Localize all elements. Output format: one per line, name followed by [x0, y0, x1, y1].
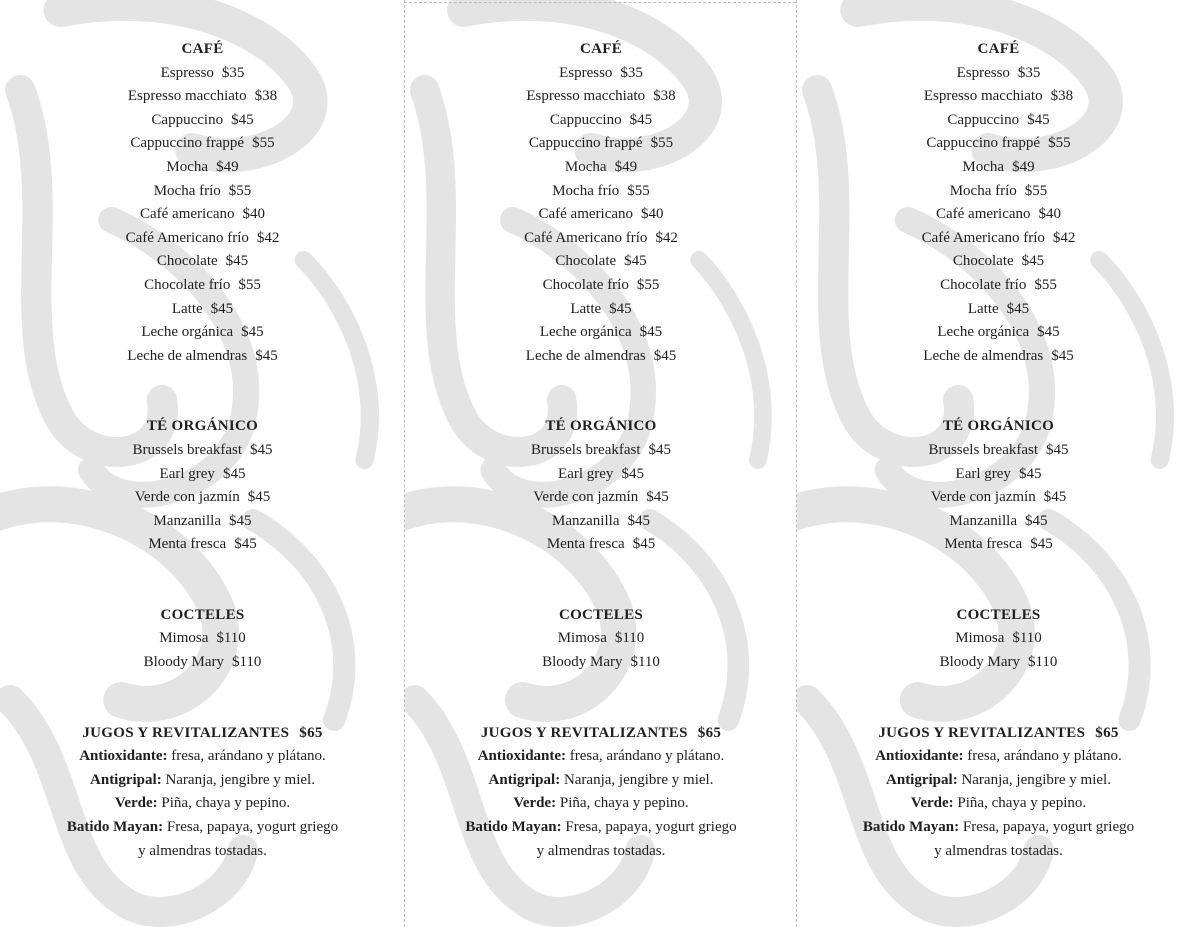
item-price: $45	[241, 324, 264, 341]
menu-item	[405, 510, 797, 534]
item-price: $110	[1012, 630, 1042, 647]
menu-item	[797, 109, 1200, 133]
item-name: Mocha	[564, 158, 607, 175]
juice-label: Antigripal:	[488, 771, 561, 788]
menu-item	[0, 250, 405, 274]
item-price: $42	[1052, 229, 1076, 246]
item-name: Menta fresca	[944, 536, 1023, 553]
menu-item	[405, 298, 797, 322]
item-name: Bloody Mary	[939, 654, 1020, 671]
item-price: $45	[609, 300, 632, 317]
section-heading: CAFÉ	[977, 41, 1020, 57]
item-price: $45	[1030, 536, 1053, 553]
heading-price: $65	[299, 724, 323, 741]
section-jugos	[0, 722, 405, 864]
item-price: $110	[231, 654, 262, 671]
heading-label: JUGOS Y REVITALIZANTES	[480, 724, 688, 741]
item-name: Cappuccino frappé	[926, 135, 1041, 152]
item-price: $45	[1051, 347, 1074, 364]
item-price: $110	[630, 654, 660, 671]
item-price: $55	[636, 276, 660, 293]
item-price: $110	[1027, 654, 1058, 671]
item-price: $55	[650, 135, 674, 152]
menu-item	[797, 439, 1200, 463]
item-price: $45	[646, 489, 669, 506]
juice-description: Naranja, jengibre y miel.	[961, 771, 1111, 788]
item-price: $110	[216, 630, 246, 647]
item-name: Chocolate	[156, 253, 218, 270]
section-heading: TÉ ORGÁNICO	[942, 418, 1055, 435]
item-name: Chocolate frío	[940, 276, 1027, 293]
section-cafe	[797, 38, 1200, 368]
fold-line-top	[404, 2, 796, 3]
item-price: $35	[620, 64, 643, 81]
section-heading: COCTELES	[160, 606, 245, 623]
item-name: Menta fresca	[148, 536, 227, 553]
item-price: $45	[255, 347, 278, 364]
juice-label: Verde:	[513, 795, 557, 812]
section-heading: TÉ ORGÁNICO	[545, 418, 657, 435]
item-price: $45	[1043, 489, 1067, 506]
menu-item	[405, 109, 797, 133]
item-name: Earl grey	[159, 465, 215, 482]
item-price: $55	[252, 135, 275, 152]
juice-item	[405, 792, 797, 816]
item-name: Mimosa	[955, 630, 1005, 647]
item-price: $45	[648, 441, 672, 458]
menu-item	[0, 533, 405, 557]
item-name: Chocolate frío	[144, 276, 231, 293]
menu-item	[405, 85, 797, 109]
menu-item	[797, 510, 1200, 534]
section-cocteles	[405, 604, 797, 675]
section-cocteles	[0, 604, 405, 675]
menu-item	[405, 62, 797, 86]
menu-item	[0, 274, 405, 298]
item-price: $45	[1027, 111, 1050, 128]
juice-description: fresa, arándano y plátano.	[967, 748, 1122, 765]
menu-item	[405, 533, 797, 557]
item-name: Espresso macchiato	[526, 88, 646, 105]
menu-item	[0, 180, 405, 204]
item-price: $40	[1038, 206, 1062, 223]
juice-label: Batido Mayan:	[465, 819, 562, 836]
item-price: $45	[1006, 300, 1030, 317]
item-price: $35	[1017, 64, 1041, 81]
menu-item	[797, 132, 1200, 156]
menu-item	[0, 463, 405, 487]
item-price: $45	[624, 253, 647, 270]
heading-price: $65	[697, 724, 722, 741]
menu-item	[0, 321, 405, 345]
item-name: Manzanilla	[552, 512, 620, 529]
menu-item	[405, 250, 797, 274]
item-price: $40	[242, 206, 266, 223]
menu-item	[797, 227, 1200, 251]
section-cocteles	[797, 604, 1200, 675]
item-price: $38	[653, 88, 676, 105]
menu-item	[0, 203, 405, 227]
section-heading: TÉ ORGÁNICO	[146, 418, 259, 435]
item-price: $110	[614, 630, 645, 647]
menu-item	[797, 156, 1200, 180]
menu-item	[405, 627, 797, 651]
menu-item	[797, 533, 1200, 557]
item-price: $45	[247, 489, 271, 506]
menu-item	[797, 486, 1200, 510]
juice-item	[405, 745, 797, 769]
menu-item	[797, 321, 1200, 345]
menu-item	[797, 627, 1200, 651]
menu-item	[405, 439, 797, 463]
item-name: Mimosa	[159, 630, 209, 647]
juice-description: Piña, chaya y pepino.	[161, 795, 291, 812]
menu-item	[0, 132, 405, 156]
section-heading: CAFÉ	[181, 41, 224, 57]
menu-item	[405, 651, 797, 675]
item-name: Manzanilla	[949, 512, 1017, 529]
item-name: Espresso	[160, 64, 214, 81]
item-price: $38	[1050, 88, 1074, 105]
menu-item	[0, 85, 405, 109]
item-price: $45	[627, 512, 650, 529]
item-name: Chocolate	[555, 253, 617, 270]
menu-item	[0, 298, 405, 322]
juice-description: fresa, arándano y plátano.	[569, 748, 725, 765]
item-price: $42	[256, 229, 280, 246]
section-te-organico	[0, 415, 405, 557]
section-te-organico	[405, 415, 797, 557]
item-price: $42	[655, 229, 678, 246]
menu-item	[405, 203, 797, 227]
item-name: Verde con jazmín	[533, 489, 639, 506]
item-price: $45	[225, 253, 249, 270]
item-price: $45	[632, 536, 656, 553]
juice-item	[797, 745, 1200, 769]
item-name: Latte	[570, 300, 602, 317]
juice-description: Piña, chaya y pepino.	[957, 795, 1087, 812]
item-name: Cappuccino	[549, 111, 622, 128]
menu-item	[405, 345, 797, 369]
item-name: Mocha frío	[949, 182, 1017, 199]
item-name: Mimosa	[557, 630, 607, 647]
item-name: Espresso macchiato	[923, 88, 1043, 105]
item-price: $45	[639, 324, 663, 341]
item-name: Cappuccino	[947, 111, 1020, 128]
menu-item	[0, 62, 405, 86]
item-name: Brussels breakfast	[530, 441, 641, 458]
section-cafe	[0, 38, 405, 368]
menu-item	[405, 274, 797, 298]
item-price: $55	[238, 276, 261, 293]
juice-label: Verde:	[114, 795, 158, 812]
item-name: Cappuccino	[151, 111, 224, 128]
menu-item	[0, 227, 405, 251]
item-name: Chocolate	[952, 253, 1014, 270]
menu-panel-center	[405, 0, 797, 927]
menu-content	[797, 38, 1200, 863]
item-price: $45	[653, 347, 677, 364]
item-name: Chocolate frío	[542, 276, 629, 293]
item-price: $45	[250, 441, 273, 458]
item-name: Mocha	[166, 158, 209, 175]
menu-item	[405, 486, 797, 510]
juice-item	[405, 816, 797, 840]
item-price: $49	[1012, 158, 1035, 175]
menu-content	[0, 38, 405, 863]
item-name: Leche orgánica	[539, 324, 632, 341]
item-name: Menta fresca	[546, 536, 625, 553]
menu-item	[405, 132, 797, 156]
juice-item	[797, 816, 1200, 840]
menu-item	[797, 85, 1200, 109]
menu-item	[405, 156, 797, 180]
section-heading: COCTELES	[956, 606, 1041, 623]
item-name: Latte	[171, 300, 203, 317]
item-price: $49	[216, 158, 239, 175]
juice-description: Naranja, jengibre y miel.	[165, 771, 315, 788]
section-heading	[405, 722, 797, 746]
juice-item	[797, 792, 1200, 816]
menu-item	[0, 651, 405, 675]
item-name: Cappuccino frappé	[130, 135, 245, 152]
menu-item	[0, 627, 405, 651]
item-price: $45	[222, 465, 246, 482]
item-price: $45	[1021, 253, 1045, 270]
item-price: $55	[228, 182, 252, 199]
section-heading	[797, 722, 1200, 746]
item-name: Leche de almendras	[127, 347, 248, 364]
item-price: $55	[627, 182, 650, 199]
section-heading: COCTELES	[558, 606, 644, 623]
item-price: $45	[234, 536, 257, 553]
item-name: Mocha frío	[153, 182, 221, 199]
item-name: Espresso	[559, 64, 613, 81]
item-name: Leche de almendras	[525, 347, 646, 364]
juice-item	[797, 769, 1200, 793]
juice-label: Antioxidante:	[477, 748, 567, 765]
item-price: $45	[1024, 512, 1048, 529]
item-name: Mocha	[962, 158, 1005, 175]
item-name: Leche orgánica	[141, 324, 234, 341]
item-price: $35	[221, 64, 245, 81]
menu-panel-right	[797, 0, 1200, 927]
item-price: $45	[210, 300, 234, 317]
juice-continuation: y almendras tostadas.	[934, 842, 1063, 859]
menu-item	[0, 439, 405, 463]
item-price: $55	[1048, 135, 1071, 152]
item-price: $45	[621, 465, 644, 482]
menu-item	[0, 156, 405, 180]
menu-item	[405, 463, 797, 487]
item-name: Café americano	[139, 206, 235, 223]
item-name: Espresso	[956, 64, 1010, 81]
item-price: $38	[254, 88, 278, 105]
menu-item	[405, 227, 797, 251]
juice-label: Batido Mayan:	[862, 819, 960, 836]
menu-panel-left	[0, 0, 405, 927]
item-name: Café Americano frío	[125, 229, 249, 246]
heading-label: JUGOS Y REVITALIZANTES	[82, 724, 290, 741]
section-heading	[0, 722, 405, 746]
juice-label: Antigripal:	[886, 771, 958, 788]
section-jugos	[797, 722, 1200, 864]
item-price: $40	[641, 206, 664, 223]
item-price: $49	[614, 158, 638, 175]
juice-description: Fresa, papaya, yogurt griego	[166, 819, 339, 836]
item-name: Verde con jazmín	[134, 489, 240, 506]
juice-label: Batido Mayan:	[66, 819, 164, 836]
menu-item	[405, 321, 797, 345]
menu-item	[797, 345, 1200, 369]
item-name: Café americano	[538, 206, 634, 223]
juice-label: Verde:	[910, 795, 954, 812]
item-name: Brussels breakfast	[132, 441, 243, 458]
item-name: Latte	[967, 300, 999, 317]
item-name: Manzanilla	[153, 512, 221, 529]
item-price: $45	[1037, 324, 1060, 341]
item-name: Mocha frío	[552, 182, 620, 199]
menu-item	[405, 180, 797, 204]
juice-item	[0, 769, 405, 793]
item-name: Verde con jazmín	[930, 489, 1036, 506]
menu-item	[0, 109, 405, 133]
juice-description: fresa, arándano y plátano.	[171, 748, 326, 765]
menu-item	[797, 250, 1200, 274]
item-name: Earl grey	[955, 465, 1011, 482]
juice-item	[0, 745, 405, 769]
item-name: Bloody Mary	[542, 654, 623, 671]
item-price: $45	[228, 512, 252, 529]
menu-item	[0, 345, 405, 369]
juice-description: Fresa, papaya, yogurt griego	[962, 819, 1135, 836]
item-price: $55	[1034, 276, 1057, 293]
item-name: Café americano	[935, 206, 1031, 223]
item-price: $45	[231, 111, 254, 128]
menu-item	[0, 486, 405, 510]
item-name: Brussels breakfast	[928, 441, 1039, 458]
item-name: Leche orgánica	[937, 324, 1030, 341]
menu-item	[797, 463, 1200, 487]
juice-item	[405, 769, 797, 793]
item-name: Café Americano frío	[921, 229, 1045, 246]
fold-line-right	[796, 0, 797, 927]
menu-content	[405, 38, 797, 863]
juice-label: Antioxidante:	[79, 748, 168, 765]
item-price: $45	[1018, 465, 1042, 482]
section-jugos	[405, 722, 797, 864]
juice-item	[0, 792, 405, 816]
item-name: Espresso macchiato	[127, 88, 247, 105]
item-name: Café Americano frío	[524, 229, 648, 246]
item-price: $55	[1024, 182, 1048, 199]
juice-label: Antioxidante:	[875, 748, 964, 765]
section-heading: CAFÉ	[579, 41, 623, 57]
heading-price: $65	[1095, 724, 1119, 741]
item-name: Earl grey	[558, 465, 614, 482]
juice-item	[0, 816, 405, 840]
juice-continuation: y almendras tostadas.	[138, 842, 267, 859]
item-name: Cappuccino frappé	[528, 135, 643, 152]
item-price: $45	[1046, 441, 1069, 458]
juice-continuation: y almendras tostadas.	[536, 842, 666, 859]
menu-item	[797, 651, 1200, 675]
menu-item	[0, 510, 405, 534]
menu-item	[797, 274, 1200, 298]
juice-description: Fresa, papaya, yogurt griego	[565, 819, 737, 836]
menu-item	[797, 298, 1200, 322]
menu-item	[797, 203, 1200, 227]
fold-line-left	[404, 0, 405, 927]
juice-description: Naranja, jengibre y miel.	[563, 771, 714, 788]
menu-item	[797, 62, 1200, 86]
item-name: Bloody Mary	[143, 654, 224, 671]
juice-description: Piña, chaya y pepino.	[559, 795, 689, 812]
item-name: Leche de almendras	[923, 347, 1044, 364]
item-price: $45	[629, 111, 653, 128]
section-te-organico	[797, 415, 1200, 557]
juice-label: Antigripal:	[90, 771, 162, 788]
heading-label: JUGOS Y REVITALIZANTES	[878, 724, 1086, 741]
menu-item	[797, 180, 1200, 204]
section-cafe	[405, 38, 797, 368]
